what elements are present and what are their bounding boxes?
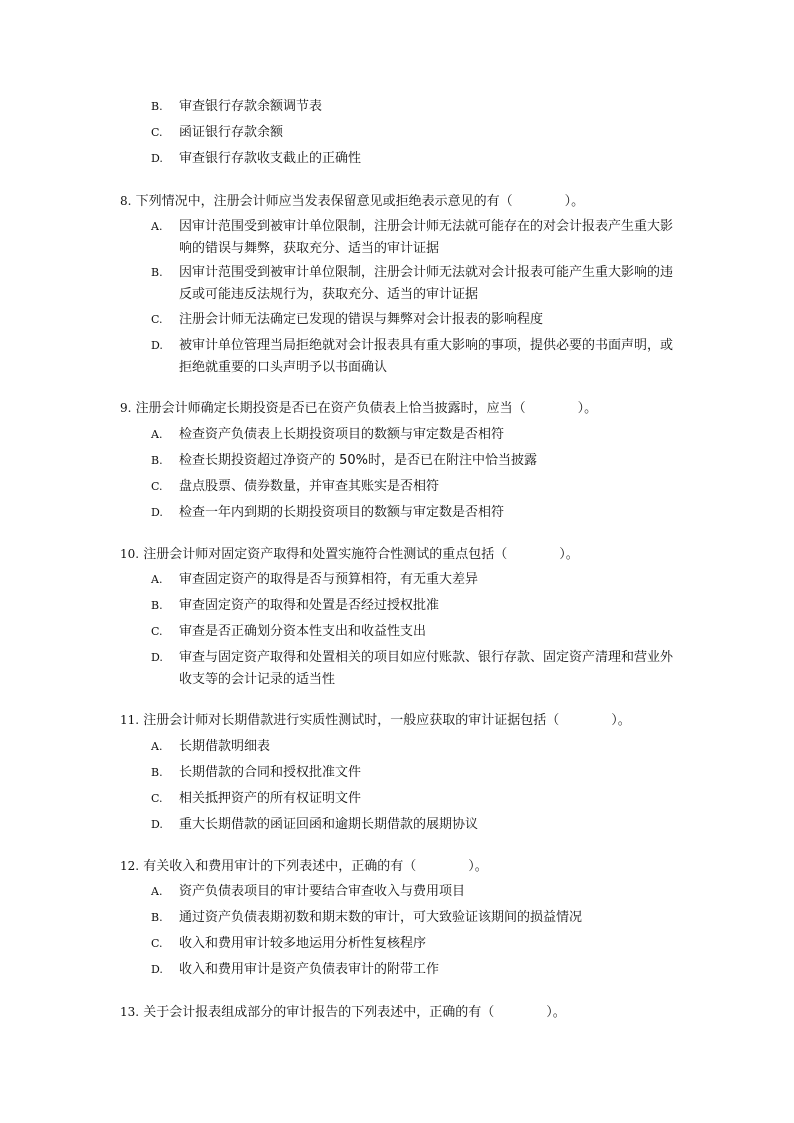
option-letter: D. <box>151 818 163 831</box>
option-letter: C. <box>151 480 163 493</box>
option-text: 注册会计师无法确定已发现的错误与舞弊对会计报表的影响程度 <box>179 312 544 327</box>
option-text: 检查长期投资超过净资产的 50%时，是否已在附注中恰当披露 <box>179 453 538 468</box>
option-letter: B. <box>151 454 163 467</box>
question-text: 注册会计师对固定资产取得和处置实施符合性测试的重点包括（ ）。 <box>143 547 579 562</box>
option-text: 因审计范围受到被审计单位限制，注册会计师无法就对会计报表可能产生重大影响的违反或可能违反法规行为，获取充分、适当的审计证据 <box>179 265 674 302</box>
option-text: 长期借款明细表 <box>179 739 271 754</box>
question-text: 下列情况中，注册会计师应当发表保留意见或拒绝表示意见的有（ ）。 <box>135 194 585 209</box>
option-text: 因审计范围受到被审计单位限制，注册会计师无法就可能存在的对会计报表产生重大影响的错误与舞弊，获取充分、适当的审计证据 <box>179 219 674 256</box>
option-text: 审查固定资产的取得是否与预算相符，有无重大差异 <box>179 572 479 587</box>
option-letter: C. <box>151 625 163 638</box>
question-stem <box>120 709 680 732</box>
option-text: 审查银行存款余额调节表 <box>179 99 323 114</box>
option-letter: D. <box>151 506 163 519</box>
option-letter: C. <box>151 937 163 950</box>
option-text: 收入和费用审计较多地运用分析性复核程序 <box>179 936 427 951</box>
option-text: 盘点股票、债券数量，并审查其账实是否相符 <box>179 479 440 494</box>
option-text: 被审计单位管理当局拒绝就对会计报表具有重大影响的事项，提供必要的书面声明，或拒绝就重要的口头声明予以书面确认 <box>179 338 674 375</box>
option-text: 重大长期借款的函证回函和逾期长期借款的展期协议 <box>179 817 479 832</box>
option-text: 审查是否正确划分资本性支出和收益性支出 <box>179 624 427 639</box>
option-text: 资产负债表项目的审计要结合审查收入与费用项目 <box>179 884 466 899</box>
question-number: 9. <box>120 401 132 415</box>
option-letter: B. <box>151 100 163 113</box>
option-text: 审查与固定资产取得和处置相关的项目如应付账款、银行存款、固定资产清理和营业外收支等的会计记录的适当性 <box>179 650 674 687</box>
question-number: 10. <box>120 547 140 561</box>
option-letter: B. <box>151 266 163 279</box>
option-text: 通过资产负债表期初数和期末数的审计，可大致验证该期间的损益情况 <box>179 910 583 925</box>
option-letter: A. <box>151 740 163 753</box>
option-letter: C. <box>151 792 163 805</box>
question-stem <box>120 543 680 566</box>
option-letter: D. <box>151 651 163 664</box>
option-letter: A. <box>151 428 163 441</box>
option-text: 收入和费用审计是资产负债表审计的附带工作 <box>179 962 440 977</box>
question-stem <box>120 397 680 420</box>
question-text: 注册会计师对长期借款进行实质性测试时，一般应获取的审计证据包括（ ）。 <box>143 713 631 728</box>
option-letter: A. <box>151 885 163 898</box>
option-letter: C. <box>151 313 163 326</box>
question-stem <box>120 1001 680 1024</box>
option-text: 检查资产负债表上长期投资项目的数额与审定数是否相符 <box>179 427 505 442</box>
question-number: 8. <box>120 194 132 208</box>
question-text: 注册会计师确定长期投资是否已在资产负债表上恰当披露时，应当（ ）。 <box>135 401 598 416</box>
option-letter: B. <box>151 599 163 612</box>
question-number: 13. <box>120 1005 140 1019</box>
option-text: 审查固定资产的取得和处置是否经过授权批准 <box>179 598 440 613</box>
option-letter: B. <box>151 911 163 924</box>
option-letter: D. <box>151 152 163 165</box>
option-letter: C. <box>151 126 163 139</box>
option-text: 长期借款的合同和授权批准文件 <box>179 765 362 780</box>
option-letter: B. <box>151 766 163 779</box>
option-letter: D. <box>151 963 163 976</box>
option-text: 审查银行存款收支截止的正确性 <box>179 151 362 166</box>
option-text: 函证银行存款余额 <box>179 125 284 140</box>
option-text: 检查一年内到期的长期投资项目的数额与审定数是否相符 <box>179 505 505 520</box>
question-text: 有关收入和费用审计的下列表述中，正确的有（ ）。 <box>143 859 488 874</box>
question-stem <box>120 190 680 213</box>
question-stem <box>120 855 680 878</box>
option-letter: A. <box>151 573 163 586</box>
option-letter: A. <box>151 220 163 233</box>
option-text: 相关抵押资产的所有权证明文件 <box>179 791 362 806</box>
question-number: 12. <box>120 859 140 873</box>
question-text: 关于会计报表组成部分的审计报告的下列表述中，正确的有（ ）。 <box>143 1005 566 1020</box>
question-number: 11. <box>120 713 140 727</box>
option-letter: D. <box>151 339 163 352</box>
